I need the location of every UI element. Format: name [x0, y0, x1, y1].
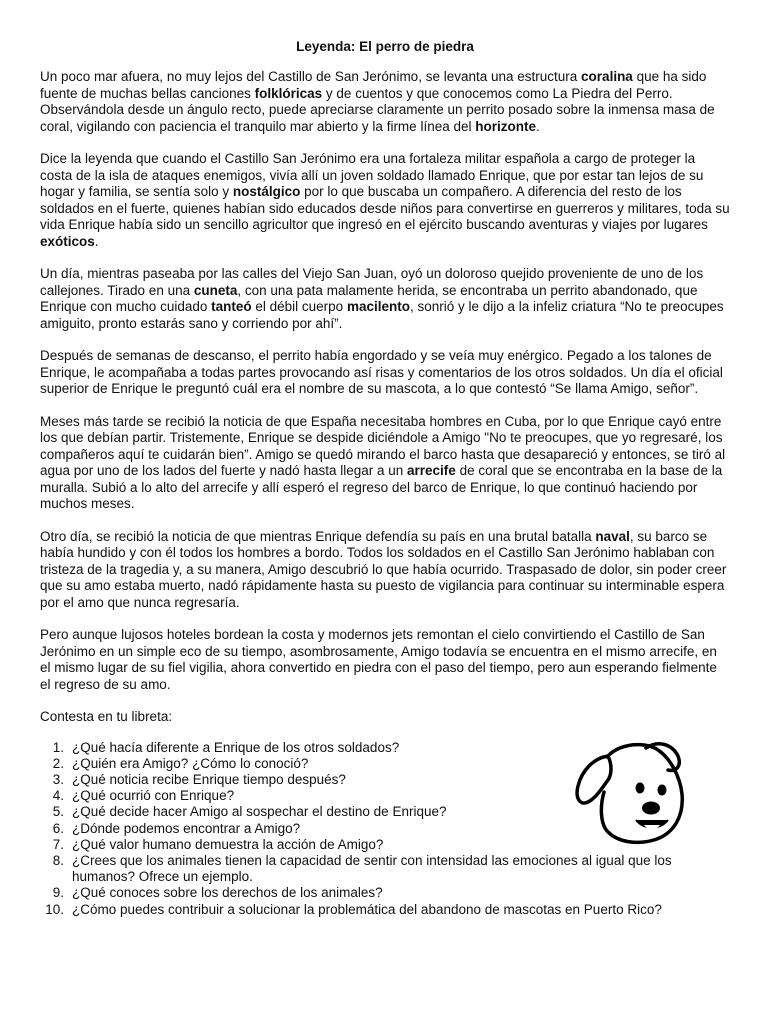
question-number: 4.: [52, 788, 64, 804]
paragraph-text: Un poco mar afuera, no muy lejos del Castillo de San Jerónimo, se levanta una estructura: [40, 69, 582, 84]
question-text: ¿Qué noticia recibe Enrique tiempo después?: [72, 771, 346, 787]
paragraph-text: por lo que buscaba un compañero. A diferencia del resto de los soldados en el fuerte, quienes habían sido educados desde niños para convertirse en guerreros y militares, toda su vida Enrique había sido un sencillo agricultor que ingresó en el ejército buscando aventuras y viajes por lugares: [40, 184, 730, 232]
paragraph-text: , sonrió y le dijo a la infeliz criatura “No te preocupes amiguito, pronto estarás sano y corriendo por ahí”.: [40, 299, 724, 331]
paragraph-text: y de cuentos y que conocemos como La Piedra del Perro. Observándola desde un ángulo recto, puede apreciarse claramente un perrito posado sobre la inmensa masa de coral, vigilando con paciencia el tranquilo mar abierto y la firme línea del: [40, 85, 715, 134]
question-text: ¿Dónde podemos encontrar a Amigo?: [72, 820, 301, 836]
vocabulary-word: arrecife: [407, 463, 456, 478]
story-paragraph: [40, 69, 730, 135]
paragraph-text: Un día, mientras paseaba por las calles del Viejo San Juan, oyó un doloroso quejido proveniente de uno de los callejones. Tirado en una: [40, 266, 704, 298]
question-text: ¿Qué hacía diferente a Enrique de los otros soldados?: [72, 739, 400, 755]
question-number: 1.: [52, 739, 64, 755]
vocabulary-word: exóticos: [40, 233, 95, 249]
paragraph-text: de coral que se encontraba en la base de la muralla. Subió a lo alto del arrecife y allí esperó el regreso del barco de Enrique, lo que continuó haciendo por muchos meses.: [40, 463, 723, 511]
vocabulary-word: coralina: [581, 69, 633, 84]
vocabulary-word: naval: [595, 528, 630, 544]
paragraph-text: que ha sido fuente de muchas bellas canciones: [40, 69, 707, 101]
question-number: 9.: [52, 885, 64, 901]
story-body: [40, 69, 730, 693]
question-number: 8.: [52, 852, 64, 868]
question-text: ¿Qué ocurrió con Enrique?: [72, 788, 235, 804]
paragraph-text: , su barco se había hundido y con él todos los hombres a bordo. Todos los soldados en el Castillo San Jerónimo hablaban con tristeza de la tragedia y, a su manera, Amigo descubrió lo que había ocurrido. Traspasado de dolor, sin poder creer que su amo estaba muerto, nadó rápidamente hasta su puesto de vigilancia para continuar su interminable espera por el amo que nunca regresaría.: [40, 528, 727, 610]
question-text: ¿Qué conoces sobre los derechos de los animales?: [72, 885, 383, 901]
question-text: ¿Cómo puedes contribuir a solucionar la problemática del abandono de mascotas en Puerto Rico?: [72, 901, 662, 917]
paragraph-text: , con una pata malamente herida, se encontraba un perrito abandonado, que Enrique con mucho cuidado: [40, 282, 698, 314]
paragraph-text: Otro día, se recibió la noticia de que mientras Enrique defendía su país en una brutal batalla: [40, 528, 596, 544]
question-item: [40, 902, 730, 918]
question-text: ¿Qué valor humano demuestra la acción de Amigo?: [72, 836, 384, 852]
story-paragraph: [40, 266, 730, 332]
question-text: ¿Crees que los animales tienen la capacidad de sentir con intensidad las emociones al igual que los humanos? Ofrece un ejemplo.: [72, 852, 672, 885]
paragraph-text: Meses más tarde se recibió la noticia de que España necesitaba hombres en Cuba, por lo que Enrique cayó entre los que debían partir. Tristemente, Enrique se despide diciéndole a Amigo "No te preocupes, que yo regresaré, los compañeros aquí te cuidarán bien”. Amigo se quedó mirando el barco hasta que desapareció y entonces, se tiró al agua por uno de los lados del fuerte y nadó hasta llegar a un: [40, 413, 726, 478]
vocabulary-word: nostálgico: [232, 184, 301, 199]
vocabulary-word: horizonte: [475, 118, 536, 134]
question-number: 3.: [52, 771, 64, 787]
vocabulary-word: folklóricas: [254, 85, 323, 101]
question-number: 6.: [52, 820, 64, 836]
instructions-prompt: Contesta en tu libreta:: [40, 709, 173, 724]
question-text: ¿Quién era Amigo? ¿Cómo lo conoció?: [72, 755, 309, 771]
question-number: 2.: [52, 755, 64, 771]
paragraph-text: Después de semanas de descanso, el perrito había engordado y se veía muy enérgico. Pegado a los talones de Enrique, le acompañaba a todas partes provocando así risas y comentarios de los otros soldados. Un día el oficial superior de Enrique le preguntó cuál era el nombre de su mascota, a lo que contestó “Se llama Amigo, señor”.: [40, 348, 723, 396]
question-number: 5.: [52, 804, 64, 820]
story-paragraph: [40, 627, 730, 693]
story-paragraph: [40, 151, 730, 250]
story-paragraph: [40, 529, 730, 612]
question-item: [40, 885, 730, 901]
vocabulary-word: macilento: [346, 299, 410, 314]
vocabulary-word: cuneta: [193, 282, 238, 298]
question-text: ¿Qué decide hacer Amigo al sospechar el destino de Enrique?: [72, 804, 447, 820]
vocabulary-word: tanteó: [211, 299, 252, 314]
paragraph-text: Pero aunque lujosos hoteles bordean la costa y modernos jets remontan el cielo convirtiendo el Castillo de San Jerónimo en un simple eco de su tiempo, asombrosamente, Amigo todavía se encuentra en el mismo arrecife, en el mismo lugar de su fiel vigilia, ahora convertido en piedra con el paso del tiempo, pero aun esperando fielmente el regreso de su amo.: [40, 627, 717, 692]
story-paragraph: [40, 348, 730, 398]
page-title: Leyenda: El perro de piedra: [296, 39, 474, 54]
paragraph-text: el débil cuerpo: [251, 299, 347, 314]
question-number: 10.: [45, 901, 64, 917]
paragraph-text: .: [535, 118, 540, 134]
paragraph-text: .: [94, 233, 99, 249]
question-item: [40, 853, 730, 885]
story-paragraph: [40, 414, 730, 513]
question-number: 7.: [52, 836, 64, 852]
paragraph-text: Dice la leyenda que cuando el Castillo San Jerónimo era una fortaleza militar española a cargo de proteger la costa de la isla de ataques enemigos, vivía allí un joven soldado llamado Enrique, que por estar tan lejos de su hogar y familia, se sentía solo y: [40, 151, 704, 199]
dog-face-icon: [574, 736, 692, 846]
